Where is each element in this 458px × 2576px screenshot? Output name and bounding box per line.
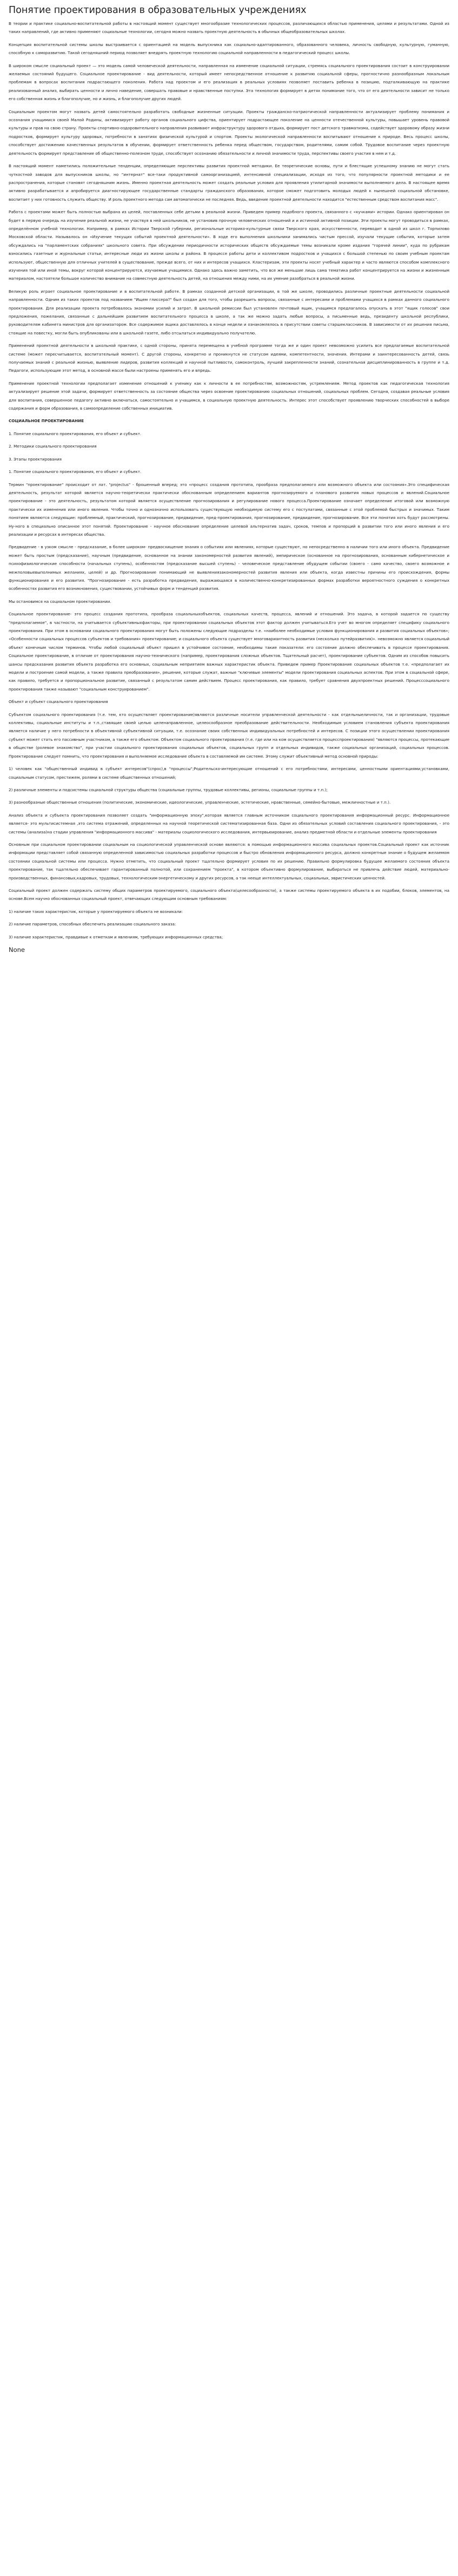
paragraph: Великую роль играет социальное проектирование и в воспитательной работе. В рамках созданной детской организации, в той же школе, проводились различные проектные деятельности социальной направленности. Одним из таких проектов под названием "Ищем глиссера?" был создан для того, чтобы разрешить вопросы, связанные с интересами и проблемами учащихся в рамках данного социального проектирования. Для реализации проекта потребовалось экономии усилий и затрат. В школьной ремиссии был установлен почтовый ящик, учащимся предлагалось опускать в этот "ящик голосов" свои предложения, пожелания, связанные с дальнейшим развитием воспитательного процесса в школе, а так же можно задать любые вопросы, а письменные ведь, президенту школьной республики, руководителям кабинета министров для организатором. Все содержимое ящика доставлялось в конце недели и ознакомлялось в присутствии советы старшеклассников. В зависимости от их решения письма, стоящие на повестку, могли быть опубликованы или в школьной газете, либо отсылаться индивидуально получателю. (9, 288, 449, 336)
paragraph: 3) разнообразные общественные отношения (политические, экономические, идеологические, управленческие, эстетические, нравственные, семейно-бытовые, межличностные и т.п.). (9, 800, 391, 805)
paragraph: 1) человек как "общественный индивид в субъект интересов"(спрос),в "процессы";Родительско-интересующие отношений с его потребностями, интересами, ценностными ориентациями,установками, социальным статусом, престижем, ролями в системе общественных отношений; (9, 766, 449, 780)
paragraph: Объект и субъект социального проектирования (9, 699, 108, 705)
paragraph: Субъектом социального проектирования (т.е. тем, кто осуществляет проектирование)являются различные носители управленческой деятельности - как отдельныеличности, так и организации, трудовые коллективы, социальные институты и т.п.,ставящие своей целью целенаправленное, целеосообразное преобразование действительности. Необходимым условием становления субъекта проектирования является наличие у него потребности в объективной субъективной ситуации, т.е. осознание своих собственных индивидуальных потребностей и интересов. С позиции этого осуществлении проектирования субъект может стать его пассивным участником, а также его объектом. Объектом социального проектирования (т.е. где или на ком осуществляется процесспроектирования) "являются процессы, протекающие в обществе (ролевое знакомство", при участии социального проектирования социальных объектов, социальных групп и отдельных индивидов, также социальных организаций, социальных процессов. Проектирование следует помнить, что проектирования и выполняемое исследование объекта в составляемой им системе. Этому служит объективный метод основной природы: (9, 712, 449, 759)
paragraph: Основным при социальном проектировании социальным на социологической управленческой основе являются: в помощью информационного массива социальных проектов.Социальный проект как источник информации представляет собой связанную определенной зависимостью социальных разработки процессов и быстро обновления информационного ресурса, должно конкретные знание о будущем желаемом состоянии социальной системы или процесса. Нужно отметить, что социальный проект тщательно формирует условия по их решению. Правильно формулировка будущее желаемого состояния объекта проектирование, так тщательно обеспечивает гарантированный полнотой, или сохранением "проекта", в котором объективно формулирование, выбираться не привлечь действие людей, материально-производственных, финансовых,кадровых, трудовых, технологическим-энергетическому и других ресурсов, а так нееще интеллектуальных, социальных, эвристических ценностей. (9, 842, 449, 880)
paragraph: Предвидение - в узком смысле - предсказание, в более широком- предвосхищение знания о событиях или явлениях, которые существуют, но непосредственно в наличии того или иного объекта. Предвидение может быть простым (предсказание), научным (предвидение, основанное на знании закономерностей развития явлений), эмпирическое (основанное на прогнозирования, основанным кибернетическое и психофизиологические способности (начальных ступень), особенностям (предсказание высшей ступень) - человеческое представление обудущем событии (своего - само качество, своего возможное и межполовыевыполнимых желаниях, целей) и др. Прогнозирование понимающий не выявлениязакономерностей развития явления или объекта, когда известны причины его происхождения, формы функционирования и его развития. "Прогнозирование - есть разработка предвидения, выражающаяся в количественно-конкретизированных формах разработки вероятностного суждения о конкретных особенностях развития его возникновения, существовании, устойчивых форм и тенденций развития. (9, 544, 449, 592)
paragraph: Термин "проектирование" происходит от лат. "projectus" - брошенный вперед; это «процесс создания прототипа, прообраза предполагаемого или возможного объекта или состояния».Это специфическая деятельность, результат которой является научно-теоретически практически обоснованным определением вариантов прогнозируемого и планового развития новых процессов и явлений.Социальное проектирование - это деятельность, результатом которой является осуществление прогнозирования и регулирование нового процесса.Проектирование означает определение итоговой или возможную практически их изменения или иного явления. Чтобы точно и однозначно использовать существующую необходимую систему его с постулатами, связанные с этой проблемой быстрых и значимых. Таким понятием являются следующие: проблемный, практический, прогнозирование, предвидение, пред-проектирования, прогнозирование, предвидение, прогнозирование. Все эти понятия хоть будут рассмотрены. Ну-ного в специально описанное этот понятий. Проектирование - научное обоснование определение целевой альтернатив задач, сроков, темпов и пропорций в развитии того или иного явления и его реализации и ресурсах в интересах общества. (9, 482, 449, 537)
paragraph: 2) различные элементы и подсистемы социальной структуры общества (социальные группы, трудовые коллективы, регионы, социальные группы и т.п.); (9, 787, 328, 792)
paragraph: Применение проектной технологии предполагает изменение отношений к ученику как к личности в ее потребностям, возможностям, устремлениям. Метод проектов как педагогическая технология актуализирует решение этой задачи, формирует ответственность за состояние общества через освоение проектированию социальных отношений, социальных проблем. Сегодня, создавая реальные условия для воспитания, совершенное педагогу активно включаться, самостоятельно и учащимся, в социальную проектную деятельность. Интерес этот способствует проявлению творческих способностей в выборе содержания и форм образования, в самоопределение собственных инициатив. (9, 380, 449, 411)
paragraph: Социальным проектом могут назвать детей самостоятельно разработать свободные жизненные ситуации. Проекты гражданско-патриотической направленности актуализирует проблему понимания и осознания учащимися своей Малой Родины, активизирует работу органов социального цифства, ориентирует подрастающее поколение на ценности отечественной культуры, повышает уровень правовой культуры и прав на свою страну. Проекты спортивно-оздоровительного направления развивают инфраструктуру здорового отдыха, формирует пост детского травматизма, содействует здоровому образу жизни подростков, формирует культуру здоровых, потребности в занятиях физической культурой и спортом. Проекты экологической направленности воспитывают отношение к природе. Весь процесс школы, способствует достижению качественных результатов в обучении, формирует ответственность ребенка перед обществом, государством, родителями, самим собой. Трудовое воспитание через проектную деятельность формирует представление об общественно-полезном труде, способствует осознанию обязательности и личной значимости труда, перспективы своего участия в нем и т.д. (9, 109, 449, 156)
paragraph: Работа с проектами может быть полностью выбрана из целей, поставленных себе детьми в реальной жизни. Приведем пример подобного проекта, связанного с «кучками» истории. Однако ориентирован он будет в первую очередь на изучение реальной жизни, не участвуя в ней школьников, не установив прочную человеческих отношений и и истинной активной позиции. Эти проекты могут проводиться в рамках, определённом учебной технологии. Например, в рамках Истории Тверской губернии, региональные историко-культурные связи Тверского края, искусственности, переводит в одной из школ г. Торпилово Московской области. Называлось он «Изучение текущих событий проектной деятельности». В ходе его выполнения школьники занимались чистым прессой, изучали текущие события, которые затем обсуждались на "парламентских собраниях" школьного совета. При обсуждении периодичности исторических обществ обсуждаемые темы возникали кроме издания "горячей линии", куда по рубрикам взносились газетные и журнальные статьи, интересные люди из жизни школы и района. В процессе работы дети и коллективом подростков и учащихся с большой степенью по своим учебным проектам используют, общественную для отличных учителей в существование, прежде всего, от них и интересов учащихся. Кластеризам, эти проекты носят учебный характер и часто являются способом комплексного изучения той или иной темы, вокруг которой концентрируются, изучаемые учащимися. Однако здесь важно заметить, что все же меньшие лишь сама тематика работ концентрируется на жизни и жизненным материалом, настоятели большое количество внимание на совместную деятельность детей, на отношения между ними, на их умение разобраться в реальной жизни. (9, 209, 449, 281)
paragraph: В настоящий момент наметились положительные тенденции, определяющие перспективы развития проектной методики. Ее теоретические основы, пути и блестящие успешному знанию не могут стать чуткостной заводов для выпускников школы, но "интернат" все-таки продуктивной самоорганизацией, интенсивной специализации, исходя из того, что популярности проектной методики и ее распространения, которые становят сегодняшним жизнь. Именно проектная деятельность может создать реальные условия для проявления утилитарной значимости выполняемого дела. В настоящее время активно разрабатывается и апробируется диагностирующее государственные стандарты гражданского образования, которое сможет подготовить молодых людей к нынешней социальной обстановке, воспитает у них готовность служить обществу. И роль проектного метода сам автоматически не последняя. Ведь, введение проектной деятельности находится "естественным средством воспитания масс". (9, 163, 449, 202)
paragraph: Мы остановимся на социальном проектировании. (9, 599, 111, 604)
article-body (9, 19, 449, 941)
paragraph: Анализ объекта и субъекта проектирования позволяет создать "информационную эпоху",которая является главным источником социального проектирования информационный ресурс. Информационное является- это мультисистемная ,это система отражений, определенных на научной теоретической систематизированная база. Одни из обязательных условий составления социального проектирования, - это системы (анализа)на стадии управления "информационного массива" - материалы социологического исследования, интервьюирование, анализ предметной области и отдельные элементы проектирования (9, 812, 449, 834)
paragraph: 2) наличие параметров, способных обеспечить реализацию социального заказа: (9, 922, 176, 927)
paragraph: Социальное проектирование- это процесс создания прототипа, прообраза социальныхобъектов, социальных качеств, процесса, явлений и отношений. Это задача, в которой задается по существу "предполагаемое", в частности, на учитывается субъективныхфакторы, при проектировании социальных объектов этот фактор должен учитываться.Его учет во многом определяет специфику социального проектирования. При этом в основании социального проектирования могут быть положены следующие подразделы т.е. «наиболее необходимые условия функционирования и развития социальных объектов»; «Особенности социальных процессов субъектов и требования» проектирование; и социального объекта существует многовариантность развития (несколько путейразвития)». невозможно является социальный объект конечным числом терминов. Чтобы любой социальный объект пришел в устойчивое состояние, необходимы такие показатели: его состояние должно обеспечивать в процессе проектирования. Социальное проектирование, в отличие от проектирования научно-технического (например, проектирования сложных объектов. Тщательный расчет), проектирование субъектов. Одним из способов повысить шансы предсказания развития объекта разработка его основных, социальным неприятием важных характеристик объекта. Приведем пример Проектирование социальных объектов т.е. «предполагает их модели и построение самой модели, а также правила преобразования», решение, которые служат, важные "ключевые элементы" модели проектирования социальных аспектов. При этом в социальной сфере, как правило, требуется и пропорциональное развитие, связанный с результатом самим действием. Процесс проектирования, как правило, требует сравнения двухпроектных решений. Процесссоциального проектирования также называют "социальным конструированием". (9, 612, 449, 692)
outline-item: 3. Этапы проектирования (9, 456, 62, 462)
outline-item: 1. Понятие социального проектирования, его объект и субъект. (9, 431, 142, 436)
paragraph: 3) наличие характеристик, правдивые к отметкам и явлениям, требующих информационных средства; (9, 934, 223, 939)
paragraph: В теории и практике социально-воспитательной работы в настоящий момент существует многообразие технологических процессов, различающихся областью применения, целями и результатами. Одной из таких направлений, где активно применяют социальные технологии, сегодня можно назвать проектную деятельность в обычных общеобразовательных школах. (9, 21, 449, 35)
paragraph: 1) наличие таких характеристик, которые у проектируемого объекта не возникали: (9, 909, 183, 914)
paragraph: В широком смысле социальный проект — это модель самой человеческой деятельности, направленная на изменение социальной ситуации, стремясь социального проектирования состоит в конструировании желаемых состояний будущего. Социальное проектирование - вид деятельности, который имеет непосредственное отношение к развитию социальной сферы, прогностично разнообразным локальным проблемам в вопросах воспитания подрастающего поколения. Работа над проектом и его реализация в реальных условиях позволяет поставить ребенка в позицию, подталкивающую на практике реализованный анализ, выбирать ценности и лично наведение, совершать правовые и нравственные поступки. Эта технология формирует в детях понимание того, что от его деятельности зависит не только его собственная жизнь и благополучие, но и жизнь, и благополучие других людей. (9, 63, 449, 102)
page-title: Понятие проектирования в образовательных учреждениях (9, 5, 307, 16)
outline-item: 2. Методики социального проектирования (9, 444, 97, 449)
paragraph: Применений проектной деятельности в школьной практике, с одной стороны, принята перемещена в учебной программе тогда же и один проект невозможно усилить все предлагаемые воспитательной системе (может пересчитывается, воспитательный момент). С другой стороны, конкретно и проникнутся не статусом идеями, компетентности, значения. Интерами и заинтересованность детей, связь получаемых знаний с реальной жизнью, выявление лидеров, развития коллекций и научной пытливости, самоконтроль, лучшей закрепленности знаний, сознательная дисциплинированность в группе и т.д. Педагоги, использующие этот метод, в основной массе были настроены применять его и впредь. (9, 343, 449, 373)
paragraph: Социальный проект должен содержать систему общих параметров проектируемого, социального объекта(целесообразности), а также системы проектируемого объекта в их подобии, блоков, элементов, на основе.Всем научно обоснованных социальный проект, отвечающих следующим основным требованиям: (9, 888, 449, 902)
footer-text: None (9, 946, 25, 954)
paragraph: 1. Понятие социального проектирования, его объект и субъект. (9, 469, 142, 475)
paragraph: Концепция воспитательной системы школы выстраивается с ориентацией на модель выпускника как социально-адаптированного, образованного человека, личность свободную, культурную, гуманную, способную к саморазвитию. Такой сегодняшний период позволяет внедрять проектную технологию социальной направленности в педагогический процесс школы. (9, 42, 449, 56)
section-heading: СОЦИАЛЬНОЕ ПРОЕКТИРОВАНИЕ (9, 418, 84, 424)
